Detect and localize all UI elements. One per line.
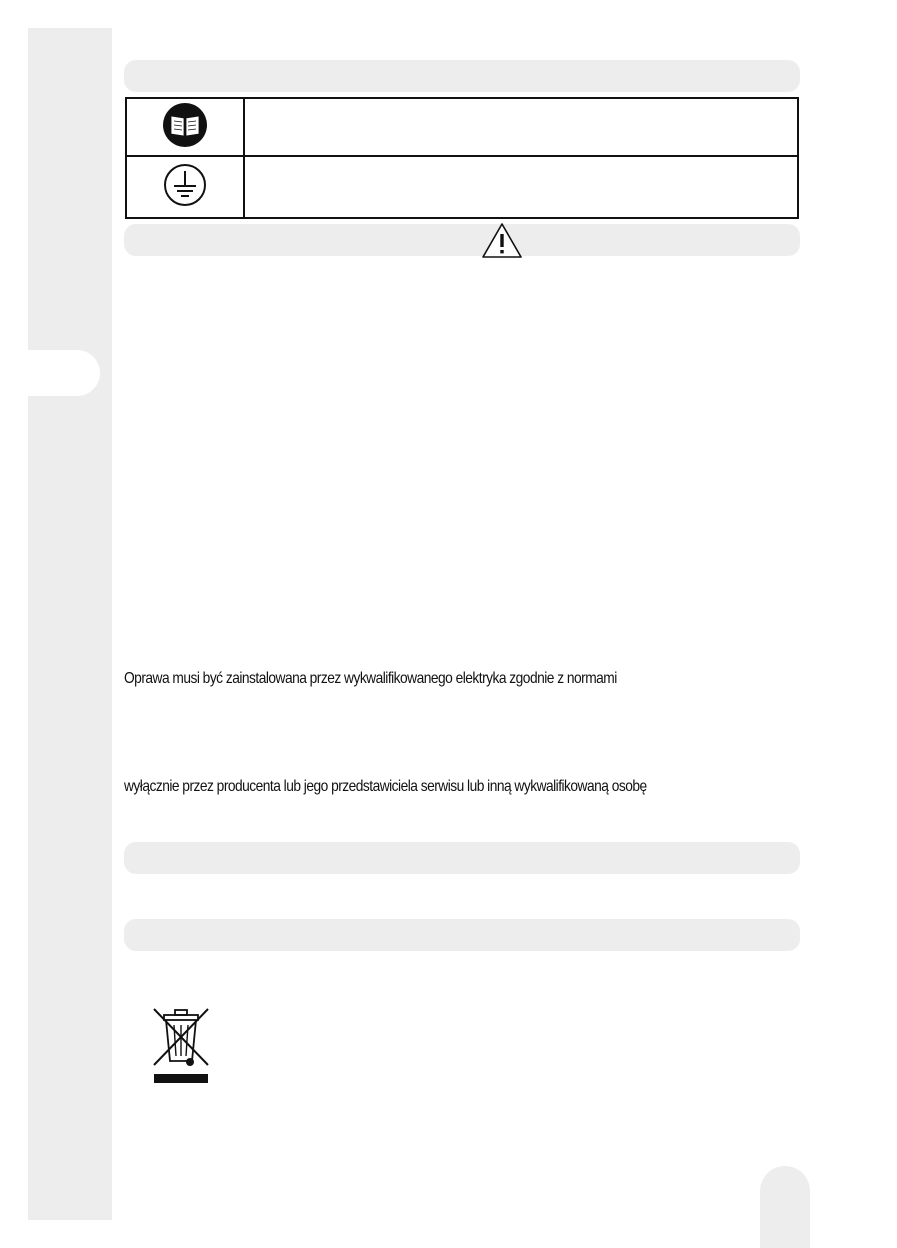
protective-earth-icon	[162, 162, 208, 213]
symbol-cell	[126, 156, 244, 218]
installation-instruction-line: Oprawa musi być zainstalowana przez wykwalifikowanego elektryka zgodnie z normami	[124, 670, 617, 687]
symbol-row-earth	[126, 156, 798, 218]
side-strip	[28, 28, 112, 1220]
symbol-row-manual	[126, 98, 798, 156]
replacement-instruction-line: wyłącznie przez producenta lub jego przedstawiciela serwisu lub inną wykwalifikowaną osobę	[124, 778, 647, 795]
section-header-safety	[124, 224, 800, 256]
language-tab	[28, 350, 100, 396]
symbol-table	[125, 97, 799, 219]
section-header-maintenance	[124, 842, 800, 874]
symbol-description	[244, 156, 798, 218]
section-header-symbols	[124, 60, 800, 92]
warning-triangle-icon	[481, 222, 523, 265]
section-header-disposal	[124, 919, 800, 951]
page-number-tab	[760, 1166, 810, 1248]
symbol-cell	[126, 98, 244, 156]
symbol-description	[244, 98, 798, 156]
crossed-bin-icon	[150, 1005, 212, 1090]
manual-book-icon	[161, 101, 209, 154]
